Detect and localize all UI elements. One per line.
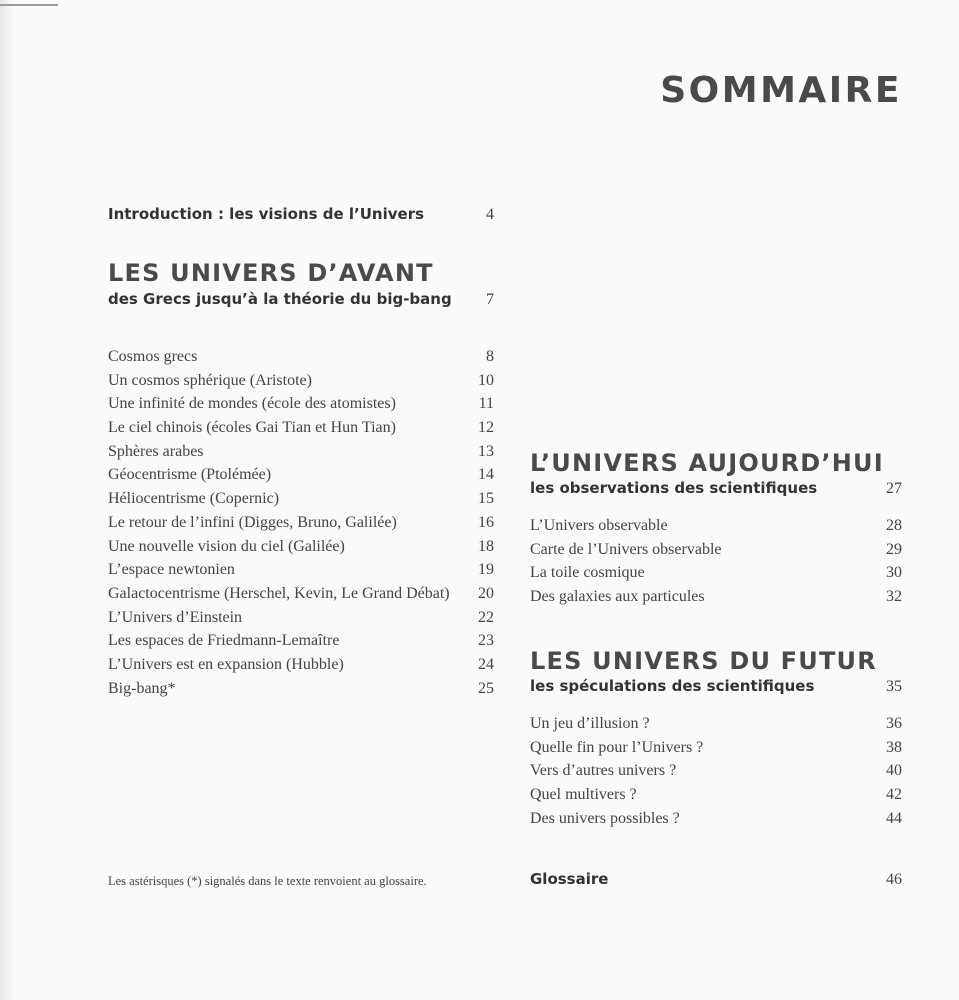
toc-entry-glossary[interactable] [530,870,902,889]
toc-entry-page: 30 [886,564,902,582]
toc-entry-page: 14 [478,466,494,484]
section-title-futur: LES UNIVERS DU FUTUR [530,647,877,675]
toc-entry-page: 19 [478,561,494,579]
toc-entry-label: Cosmos grecs [108,348,198,365]
toc-entry-page: 20 [478,584,494,602]
section-title-avant: LES UNIVERS D’AVANT [108,259,434,287]
toc-entry-label: Carte de l’Univers observable [530,540,722,558]
toc-entry-page: 13 [478,442,494,460]
toc-entry[interactable] [530,588,902,612]
toc-entry[interactable] [530,739,902,763]
toc-entry[interactable] [108,656,494,680]
toc-entry[interactable] [530,810,902,834]
toc-entry-page: 10 [478,371,494,389]
toc-list-aujourdhui [530,517,902,612]
section-subtitle-row-aujourdhui[interactable] [530,479,902,498]
toc-entry-label: Quelle fin pour l’Univers ? [530,738,704,756]
toc-entry-label: Les espaces de Friedmann-Lemaître [108,632,340,650]
toc-entry-page: 38 [886,738,902,756]
toc-entry-page: 25 [478,679,494,697]
toc-entry[interactable] [108,490,494,514]
toc-entry-label: Glossaire [530,870,609,888]
toc-entry[interactable] [108,443,494,467]
toc-entry[interactable] [108,372,494,396]
toc-entry[interactable] [108,419,494,443]
toc-entry-page: 28 [886,517,902,534]
page-edge-shadow [0,0,14,1000]
toc-entry-label: L’Univers d’Einstein [108,608,243,626]
section-subtitle-row-futur[interactable] [530,677,902,696]
toc-entry-label: La toile cosmique [530,564,645,582]
toc-entry[interactable] [530,564,902,588]
toc-entry-label: L’Univers est en expansion (Hubble) [108,655,344,673]
toc-entry-label: Introduction : les visions de l’Univers [108,205,425,223]
toc-entry-introduction[interactable] [108,205,494,224]
toc-entry-label: Héliocentrisme (Copernic) [108,490,280,508]
toc-entry-label: Une infinité de mondes (école des atomistes) [108,395,396,413]
section-subtitle: les observations des scientifiques [530,479,818,497]
toc-entry[interactable] [530,517,902,541]
footnote: Les astérisques (*) signalés dans le texte renvoient au glossaire. [108,874,427,888]
toc-entry-label: Big-bang* [108,679,176,697]
toc-entry-label: Un jeu d’illusion ? [530,715,650,732]
toc-entry-page: 36 [886,715,902,732]
toc-entry-page: 32 [886,588,902,606]
toc-entry-label: Des galaxies aux particules [530,588,705,606]
toc-entry-page: 24 [478,655,494,673]
toc-entry-label: Vers d’autres univers ? [530,762,677,780]
toc-entry-page: 46 [886,871,902,888]
section-page: 35 [886,678,902,695]
toc-entry[interactable] [108,348,494,372]
toc-entry-label: Sphères arabes [108,442,204,460]
toc-entry[interactable] [530,541,902,565]
toc-entry-label: Des univers possibles ? [530,809,680,827]
toc-entry-page: 23 [478,632,494,650]
toc-entry-label: Galactocentrisme (Herschel, Kevin, Le Grand Débat) [108,584,450,602]
section-subtitle: des Grecs jusqu’à la théorie du big-bang [108,290,452,308]
toc-entry[interactable] [530,762,902,786]
toc-entry-label: Géocentrisme (Ptolémée) [108,466,272,484]
toc-entry-page: 42 [886,786,902,804]
toc-entry-label: Le retour de l’infini (Digges, Bruno, Galilée) [108,513,397,531]
toc-entry[interactable] [108,538,494,562]
toc-entry[interactable] [108,514,494,538]
toc-entry-page: 4 [486,206,494,223]
toc-entry[interactable] [108,680,494,704]
page-title: SOMMAIRE [660,70,902,111]
toc-entry-page: 29 [886,540,902,558]
toc-entry-label: Une nouvelle vision du ciel (Galilée) [108,537,345,555]
toc-entry[interactable] [108,632,494,656]
toc-entry[interactable] [530,786,902,810]
toc-entry-label: Le ciel chinois (écoles Gai Tian et Hun Tian) [108,419,396,437]
toc-entry-label: Quel multivers ? [530,786,637,804]
toc-list-avant [108,348,494,703]
section-subtitle-row-avant[interactable] [108,290,494,309]
toc-entry-page: 16 [478,513,494,531]
toc-entry-label: L’espace newtonien [108,561,235,579]
toc-entry[interactable] [530,715,902,739]
toc-entry-page: 11 [478,395,494,413]
toc-entry[interactable] [108,466,494,490]
toc-entry[interactable] [108,395,494,419]
toc-entry[interactable] [108,561,494,585]
toc-entry-page: 22 [478,608,494,626]
toc-entry-label: L’Univers observable [530,517,668,534]
toc-entry-page: 12 [478,419,494,437]
toc-entry-label: Un cosmos sphérique (Aristote) [108,371,312,389]
toc-entry-page: 15 [478,490,494,508]
toc-entry[interactable] [108,585,494,609]
corner-mark [0,4,58,6]
toc-entry-page: 40 [886,762,902,780]
section-page: 7 [486,291,494,308]
toc-entry-page: 44 [886,809,902,827]
toc-list-futur [530,715,902,833]
section-subtitle: les spéculations des scientifiques [530,677,815,695]
section-page: 27 [886,480,902,497]
toc-entry-page: 8 [486,348,494,365]
toc-entry-page: 18 [478,537,494,555]
toc-entry[interactable] [108,609,494,633]
section-title-aujourdhui: L’UNIVERS AUJOURD’HUI [530,449,884,477]
